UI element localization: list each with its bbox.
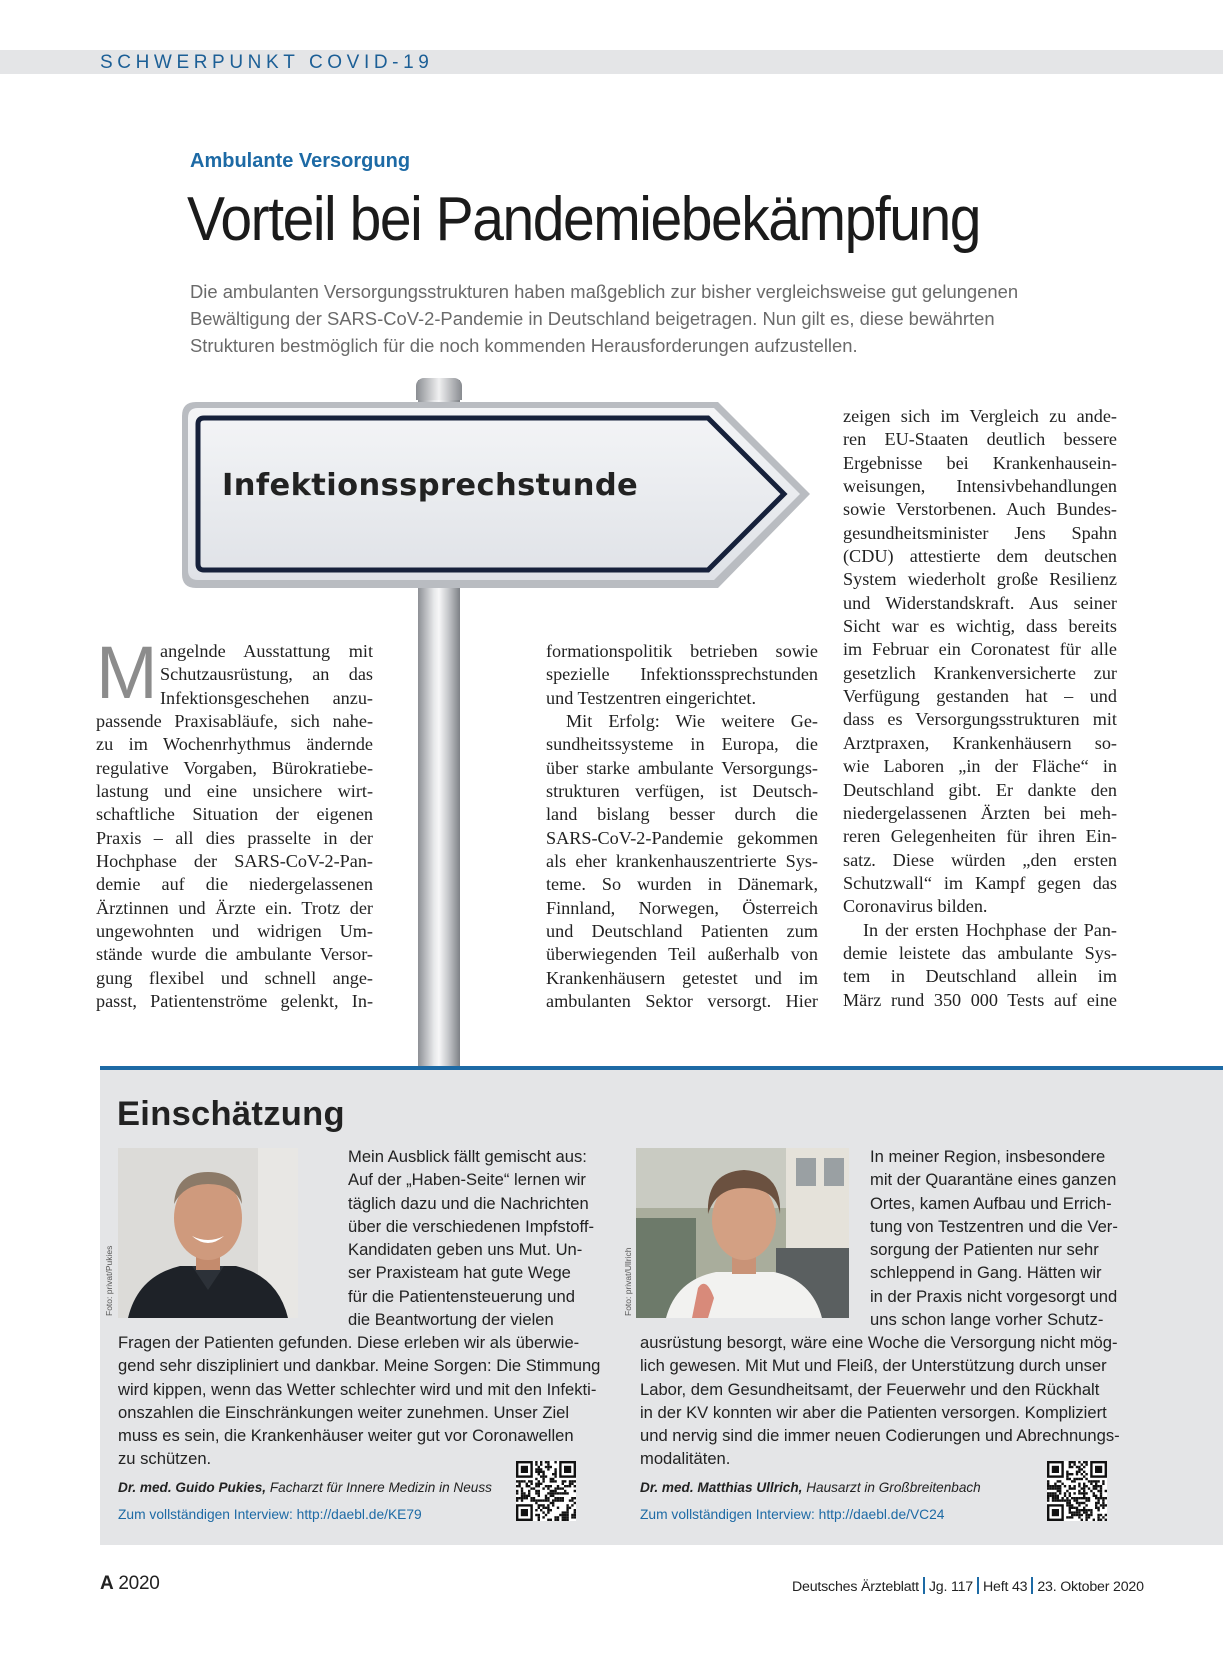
text-line: strukturen verfügen, ist Deutsch- [546,781,818,802]
statement-line: sorgung der Patienten nur sehr [870,1240,1099,1260]
interview-link-left[interactable]: Zum vollständigen Interview: http://daebl.de/KE79 [118,1507,422,1522]
text-line: dass es Versorgungsstrukturen mit [843,709,1117,730]
portrait-pukies [118,1148,298,1318]
text-line: gesundheitsminister Jens Spahn [843,522,1117,543]
article-column-3 [843,405,1117,1012]
text-line: Mit Erfolg: Wie weitere Ge- [566,711,818,732]
footer-separator [1031,1577,1033,1594]
text-line: zeigen sich im Vergleich zu ande- [843,406,1117,426]
text-line: Coronavirus bilden. [843,896,988,917]
section-kicker: SCHWERPUNKT COVID-19 [100,52,434,73]
statement-line: uns schon lange vorher Schutz- [870,1310,1104,1330]
author-name: Dr. med. Guido Pukies, [118,1480,267,1495]
text-line: spezielle Infektionssprechstunden [546,664,818,685]
text-line: demie leistete das ambulante Sys- [843,942,1117,963]
footer-separator [977,1577,979,1594]
text-line: passt, Patientenströme gelenkt, In- [96,991,373,1012]
article-headline: Vorteil bei Pandemiebekämpfung [187,185,980,254]
statement-left-narrow [348,1145,594,1331]
text-line: Ergebnisse bei Krankenhausein- [843,452,1117,473]
text-line: lastung und eine unsichere wirt- [96,781,373,802]
statement-line: onszahlen die Einschränkungen weiter zunehmen. Unser Ziel [118,1402,570,1422]
text-line: reren Gelegenheiten für ihren Ein- [843,826,1117,847]
statement-line: täglich dazu und die Nachrichten [348,1193,589,1213]
text-line: Schutzwall“ im Kampf gegen das [843,872,1117,893]
statement-line: ausrüstung besorgt, wäre eine Woche die Versorgung nicht mög- [640,1333,1118,1352]
text-line: Ärztinnen und Ärzte ein. Trotz der [96,897,373,918]
statement-line: In meiner Region, insbesondere [870,1147,1106,1166]
text-line: satz. Diese würden „den ersten [843,849,1117,870]
interview-link-right[interactable]: Zum vollständigen Interview: http://daebl.de/VC24 [640,1507,945,1522]
article-lead [190,278,1090,359]
text-line: als eher krankenhauszentrierte Sys- [546,851,818,872]
text-line: angelnde Ausstattung mit [160,641,373,661]
portrait-ullrich [636,1148,849,1318]
page-number-value: 2020 [118,1573,160,1594]
author-left [118,1480,492,1495]
text-line: sundheitssysteme in Europa, die [546,734,818,755]
text-line: schaftliche Situation der eigenen [96,804,373,825]
text-line: und Deutschland Patienten zum [546,921,818,942]
lead-line: Strukturen bestmöglich für die noch kommenden Herausforderungen aufzustellen. [190,335,858,356]
lead-line: Bewältigung der SARS-CoV-2-Pandemie in Deutschland beigetragen. Nun gilt es, diese bewährten [190,308,995,329]
article-column-2 [546,640,818,1014]
footer-separator [923,1577,925,1594]
text-line: Sicht war es wichtig, dass bereits [843,616,1117,637]
statement-line: lich gewesen. Mit Mut und Fleiß, der Unterstützung durch unser [640,1356,1107,1376]
journal-issue: Heft 43 [983,1579,1028,1595]
statement-line: zu schützen. [118,1449,212,1469]
text-line: ambulanten Sektor versorgt. Hier [546,991,818,1012]
statement-line: Kandidaten geben uns Mut. Un- [348,1240,583,1260]
text-line: ungewohnten und widrigen Um- [96,921,373,942]
statement-line: in der Praxis nicht vorgesorgt und [870,1286,1118,1306]
statement-line: Mein Ausblick fällt gemischt aus: [348,1147,587,1166]
text-line: sowie Verstorbenen. Auch Bundes- [843,499,1117,520]
text-line: Finnland, Norwegen, Österreich [546,897,818,918]
text-line: Praxis – all dies prasselte in der [96,827,373,848]
text-line: (CDU) attestierte dem deutschen [843,546,1117,567]
statement-line: und nervig sind die immer neuen Codierungen und Abrechnungs- [640,1426,1120,1446]
journal-date: 23. Oktober 2020 [1037,1579,1144,1595]
text-line: und Testzentren eingerichtet. [546,687,756,708]
text-line: In der ersten Hochphase der Pan- [863,919,1117,940]
text-line: stände wurde die ambulante Versor- [96,944,373,965]
text-line: regulative Vorgaben, Bürokratiebe- [96,757,373,778]
text-line: Schutzausrüstung, an das [160,664,373,685]
sign-text: Infektionssprechstunde [222,468,639,503]
text-line: weisungen, Intensivbehandlungen [843,476,1117,497]
statement-line: muss es sein, die Krankenhäuser weiter gut vor Coronawellen [118,1426,574,1446]
statement-line: wird kippen, wenn das Wetter schlechter wird und mit den Infekti- [118,1379,597,1399]
text-line: Deutschland gibt. Er dankte den [843,779,1117,800]
article-column-1 [96,631,373,1014]
text-line: zu im Wochenrhythmus ändernde [96,734,373,755]
statement-line: Ortes, kamen Aufbau und Errich- [870,1193,1112,1213]
author-name: Dr. med. Matthias Ullrich, [640,1480,803,1495]
text-line: ren EU-Staaten deutlich bessere [843,429,1117,450]
statement-left-wide [118,1331,600,1471]
text-line: tem in Deutschland allein im [843,966,1117,987]
qr-code[interactable] [1047,1461,1107,1521]
author-role: Facharzt für Innere Medizin in Neuss [266,1480,492,1495]
statement-right-narrow [870,1145,1118,1331]
text-line: demie auf die niedergelassenen [96,874,373,895]
statement-line: Fragen der Patienten gefunden. Diese erleben wir als überwie- [118,1333,580,1352]
statement-line: tung von Testzentren und die Ver- [870,1216,1118,1236]
text-line: formationspolitik betrieben sowie [546,641,818,661]
statement-line: Auf der „Haben-Seite“ lernen wir [348,1170,586,1190]
statement-line: modalitäten. [640,1449,731,1469]
text-line: passende Praxisabläufe, sich nahe- [96,711,373,732]
text-line: März rund 350 000 Tests auf eine [843,989,1117,1010]
statement-line: die Beantwortung der vielen [348,1310,554,1330]
journal-name: Deutsches Ärzteblatt [792,1579,919,1595]
text-line: gung flexibel und schnell ange- [96,967,373,988]
assessment-box-rule [100,1066,1223,1070]
lead-line: Die ambulanten Versorgungsstrukturen haben maßgeblich zur bisher vergleichsweise gut gelungenen [190,281,1019,302]
text-line: überwiegenden Teil außerhalb von [546,944,818,965]
journal-footer [792,1577,1144,1595]
text-line: niedergelassenen Ärzten bei meh- [843,802,1117,823]
text-line: wie Laboren „in der Fläche“ in [843,756,1117,777]
text-line: Arztpraxen, Krankenhäusern so- [843,732,1117,753]
photo-credit: Foto: privat/Ullrich [623,1247,633,1316]
text-line: Verfügung gestanden hat – und [843,686,1117,707]
article-overline: Ambulante Versorgung [190,150,411,172]
text-line: Hochphase der SARS-CoV-2-Pan- [96,851,373,872]
statement-line: gend sehr diszipliniert und dankbar. Meine Sorgen: Die Stimmung [118,1356,601,1376]
author-role: Hausarzt in Großbreitenbach [802,1480,981,1495]
statement-line: in der KV konnten wir aber die Patienten versorgen. Kompliziert [640,1402,1107,1422]
assessment-title: Einschätzung [117,1095,345,1133]
drop-cap: M [96,631,158,714]
text-line: SARS-CoV-2-Pandemie gekommen [546,827,818,848]
statement-line: ser Praxisteam hat gute Wege [348,1263,571,1283]
statement-line: Labor, dem Gesundheitsamt, der Feuerwehr und den Rückhalt [640,1379,1100,1399]
text-line: über starke ambulante Versorgungs- [546,757,818,778]
text-line: und Widerstandskraft. Aus seiner [843,592,1117,613]
photo-credit: Foto: privat/Pukies [104,1245,114,1316]
text-line: System wiederholt große Resilienz [843,569,1117,590]
statement-right-wide [640,1331,1120,1471]
journal-volume: Jg. 117 [928,1579,973,1595]
text-line: Infektionsgeschehen anzu- [160,687,373,708]
statement-line: schleppend in Gang. Hätten wir [870,1263,1102,1283]
statement-line: mit der Quarantäne eines ganzen [870,1170,1117,1190]
statement-line: über die verschiedenen Impfstoff- [348,1216,594,1236]
text-line: gesetzlich Krankenversicherte zur [843,662,1117,683]
author-right [640,1480,981,1495]
qr-code[interactable] [516,1461,576,1521]
text-line: teme. So wurden in Dänemark, [546,874,818,895]
page-number [100,1573,159,1595]
text-line: Krankenhäusern getestet und im [546,967,818,988]
page-prefix: A [100,1573,114,1594]
text-line: im Februar ein Coronatest für alle [843,639,1117,660]
text-line: land bislang besser durch die [546,804,818,825]
statement-line: für die Patientensteuerung und [348,1286,575,1306]
